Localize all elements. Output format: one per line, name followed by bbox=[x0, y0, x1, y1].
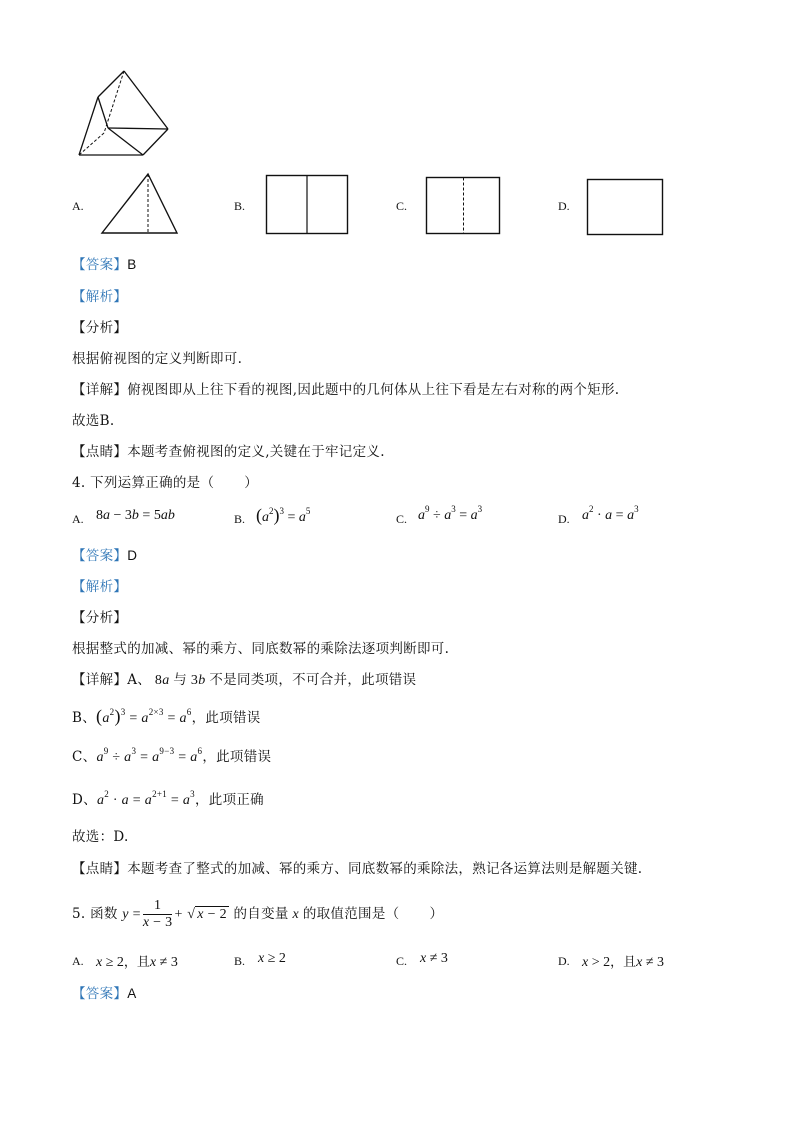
comment-tag: 【点睛】 bbox=[72, 444, 128, 460]
q4-option-c-label: C. bbox=[396, 512, 408, 526]
comment-text: 本题考查俯视图的定义,关键在于牢记定义. bbox=[127, 444, 385, 460]
answer-tag: 【答案】 bbox=[72, 548, 128, 564]
detail-tag: 【详解】 bbox=[72, 382, 128, 398]
question-number: 4. bbox=[72, 475, 86, 491]
q4-fenxi-text: 根据整式的加减、幂的乘方、同底数幂的乘除法逐项判断即可. bbox=[72, 641, 450, 657]
q4-answer-line bbox=[72, 547, 137, 565]
q4-option-c-expr[interactable]: $a^9 \div a^3 = a^3$ bbox=[418, 504, 483, 523]
q3-choose: 故选B. bbox=[72, 413, 115, 429]
q4-detail-b: B、$(a^2)^3 = a^{2\times 3} = a^6$，此项错误 bbox=[72, 706, 261, 726]
q4-comment-line bbox=[72, 860, 642, 878]
answer-tag: 【答案】 bbox=[72, 257, 128, 273]
detail-text: 俯视图即从上往下看的视图,因此题中的几何体从上往下看是左右对称的两个矩形. bbox=[127, 382, 620, 398]
q4-option-a-label: A. bbox=[72, 512, 84, 526]
answer-value: D bbox=[127, 548, 138, 563]
q3-option-a-triangle[interactable] bbox=[100, 172, 180, 236]
question-text: 下列运算正确的是（ bbox=[90, 475, 215, 491]
q5-option-c-expr[interactable]: x ≠ 3 bbox=[420, 951, 448, 966]
q4-analysis-tag: 【解析】 bbox=[72, 579, 128, 595]
q3-option-b-label: B. bbox=[234, 199, 246, 213]
q4-option-d-expr[interactable]: $a^2 \cdot a = a^3$ bbox=[582, 504, 639, 523]
q3-option-c-label: C. bbox=[396, 199, 408, 213]
comment-text: 本题考查了整式的加减、幂的乘方、同底数幂的乘除法，熟记各运算法则是解题关键. bbox=[127, 861, 643, 877]
q5-option-d-expr[interactable]: x > 2，且x ≠ 3 bbox=[582, 955, 665, 970]
q3-comment-line bbox=[72, 443, 385, 461]
q3-fenxi-text: 根据俯视图的定义判断即可. bbox=[72, 351, 243, 367]
q5-option-b-label: B. bbox=[234, 954, 246, 968]
q3-option-d-label: D. bbox=[558, 199, 570, 213]
q3-option-c-rectangles-dashed[interactable] bbox=[425, 176, 503, 236]
q5-option-b-expr[interactable]: x ≥ 2 bbox=[258, 951, 286, 966]
q4-option-b-label: B. bbox=[234, 512, 246, 526]
q5-option-d-label: D. bbox=[558, 954, 570, 968]
q4-choose: 故选：D. bbox=[72, 829, 129, 845]
q3-answer-line bbox=[72, 256, 137, 274]
q5-answer-line bbox=[72, 985, 137, 1003]
q3-option-a-label: A. bbox=[72, 199, 84, 213]
answer-value: B bbox=[127, 257, 137, 272]
q4-option-a-expr[interactable]: 8a − 3b = 5ab bbox=[96, 508, 175, 523]
q4-detail-a: 【详解】A、 8a 与 3b 不是同类项，不可合并，此项错误 bbox=[72, 672, 417, 688]
q3-analysis-tag: 【解析】 bbox=[72, 289, 128, 305]
detail-tag: 【详解】 bbox=[72, 672, 128, 688]
q3-option-d-rectangle[interactable] bbox=[586, 178, 666, 238]
q4-option-d-label: D. bbox=[558, 512, 570, 526]
question-number: 5. bbox=[72, 906, 86, 922]
q4-question: 4. 下列运算正确的是（ ） bbox=[72, 475, 259, 491]
answer-tag: 【答案】 bbox=[72, 986, 128, 1002]
q3-fenxi-tag: 【分析】 bbox=[72, 320, 128, 336]
q5-option-a-label: A. bbox=[72, 954, 84, 968]
q5-option-c-label: C. bbox=[396, 954, 408, 968]
answer-value: A bbox=[127, 986, 137, 1001]
q5-option-a-expr[interactable]: x ≥ 2，且x ≠ 3 bbox=[96, 955, 178, 970]
q3-option-b-rectangles[interactable] bbox=[265, 174, 351, 236]
q3-detail-line bbox=[72, 381, 619, 399]
q4-detail-c: C、$a^9 \div a^3 = a^{9-3} = a^6$，此项错误 bbox=[72, 746, 272, 765]
prism-3d-figure bbox=[74, 66, 174, 160]
q4-detail-d: D、$a^2 \cdot a = a^{2+1} = a^3$，此项正确 bbox=[72, 789, 264, 808]
q5-question: 5. 函数 y = $\frac{1}{x - 3}$ + √ x − 2 的自变量 x 的取值范围是（ ） bbox=[72, 898, 444, 930]
comment-tag: 【点睛】 bbox=[72, 861, 128, 877]
q4-option-b-expr[interactable]: $(a^2)^3 = a^5$ bbox=[256, 505, 311, 525]
q4-fenxi-tag: 【分析】 bbox=[72, 610, 128, 626]
